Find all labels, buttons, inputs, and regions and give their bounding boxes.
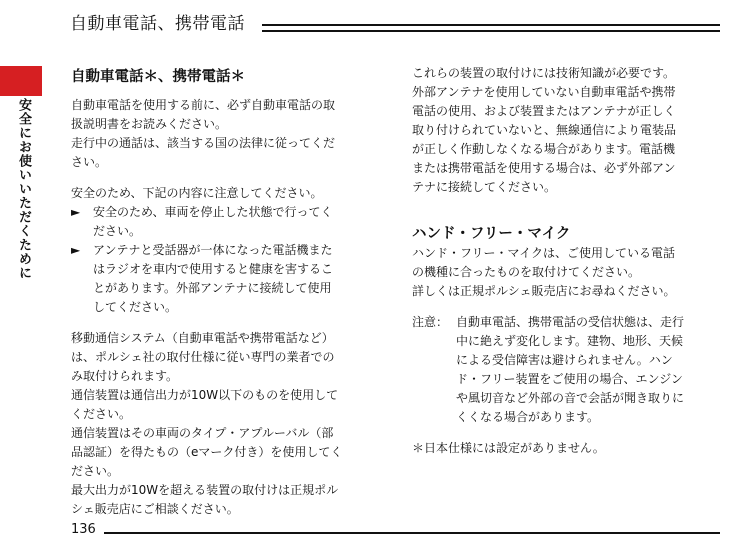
section-tab-label: 安全にお使いいただくために [16,98,31,280]
safety-intro: 安全のため、下記の内容に注意してください。 [71,186,323,200]
triangle-arrow-icon: ► [71,243,81,257]
footnote: ＊日本仕様には設定がありません。 [412,441,605,455]
section-tab-marker [0,66,42,96]
header-double-rule [262,24,720,32]
caution-label: 注意： [412,315,449,329]
left-column [71,96,376,519]
footer-rule [104,532,720,534]
bullet-text: 安全のため、車両を停止した状態で行ってく ださい。 [93,205,333,238]
intro-paragraph: 自動車電話を使用する前に、必ず自動車電話の取 扱説明書をお読みください。 走行中の通話は、該当する国の法律に従ってくだ さい。 [71,98,336,169]
caution-text: 自動車電話、携帯電話の受信状態は、走行 中に絶えず変化します。建物、地形、天候 による受信障害は避けられません。ハン ド・フリー装置をご使用の場合、エンジン や風切音など外部の音で会話が聞き取りに くくなる場合があります。 [456,315,685,424]
car-phone-heading: 自動車電話＊、携帯電話＊ [71,69,245,85]
mobile-comm-paragraph: 移動通信システム（自動車電話や携帯電話など） は、ポルシェ社の取付仕様に従い専門の業者での み取付けられます。 通信装置は通信出力が10W以下のものを使用して ください。 通信装置はその車両のタイプ・アプルーバル（部 品認証）を得たもの（eマーク付き）を使用してく ださい。 最大出力が10Wを超える装置の取付けは正規ポル シェ販売店にご相談ください。 [71,331,343,516]
page-title: 自動車電話、携帯電話 [70,14,245,34]
bullet-text: アンテナと受話器が一体になった電話機また はラジオを車内で使用すると健康を害するこ とがあります。外部アンテナに接続して使用 してください。 [93,243,334,314]
installation-paragraph: これらの装置の取付けには技術知識が必要です。 外部アンテナを使用していない自動車電話や携帯 電話の使用、および装置またはアンテナが正しく 取り付けられていないと、無線通信により電装品 が正しく作動しなくなる場合があります。電話機 または携帯電話を使用する場合は、必ず外部アン テナに接続してください。 [412,66,677,194]
handsfree-paragraph: ハンド・フリー・マイクは、ご使用している電話 の機種に合ったものを取付けてください。 詳しくは正規ポルシェ販売店にお尋ねください。 [412,246,676,298]
handsfree-heading: ハンド・フリー・マイク [412,226,571,242]
right-column [412,64,716,458]
caution-note [412,313,716,427]
list-item [71,241,376,317]
list-item [71,203,376,241]
page-number: 136 [71,522,96,537]
triangle-arrow-icon: ► [71,205,81,219]
